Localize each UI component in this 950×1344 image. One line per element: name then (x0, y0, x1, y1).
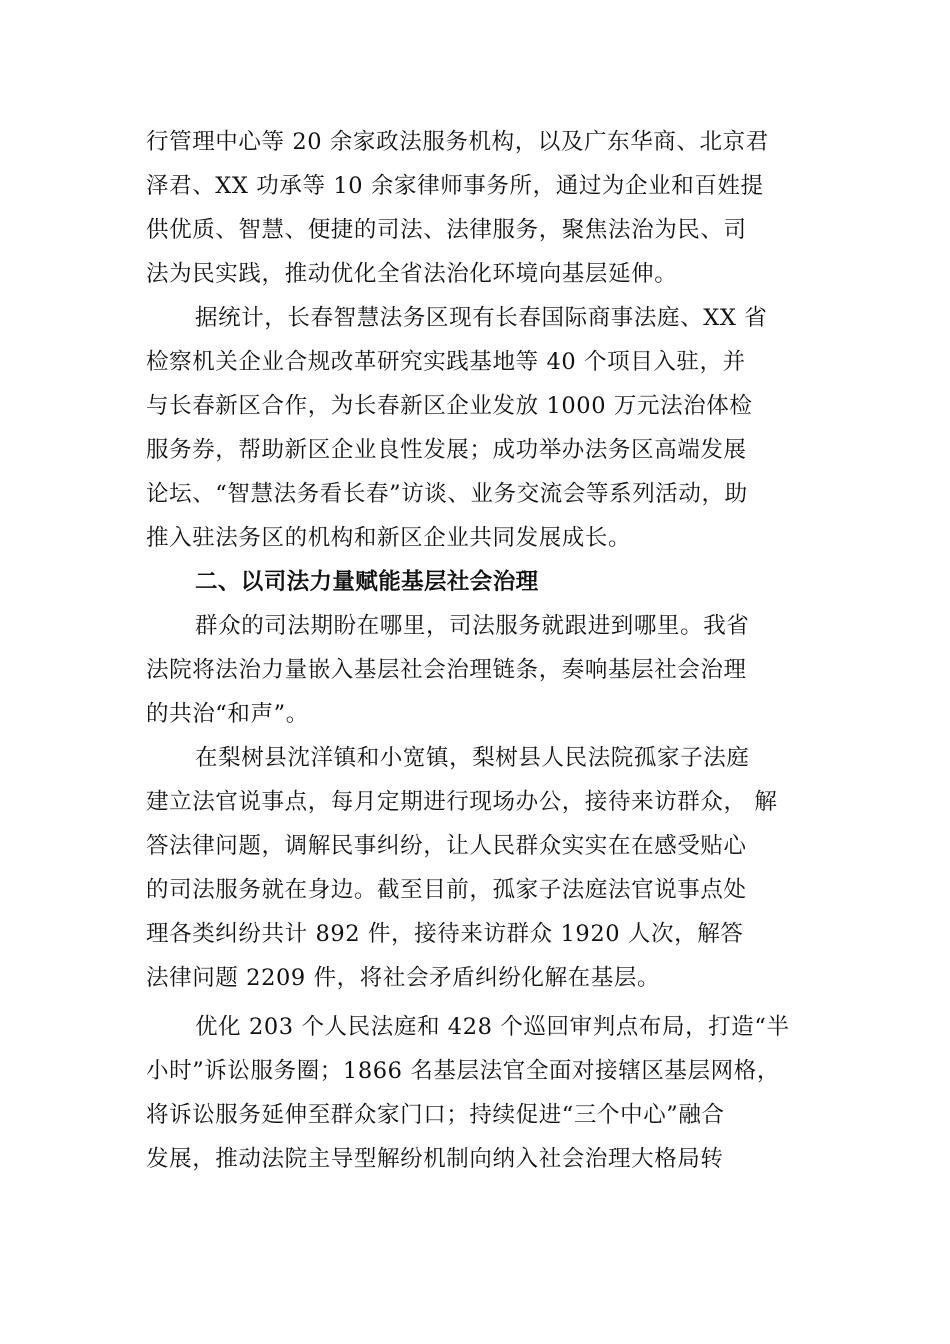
text-line: 推入驻法务区的机构和新区企业共同发展成长。 (146, 525, 632, 551)
text-line: 的司法服务就在身边。截至目前，孤家子法庭法官说事点处 (146, 877, 747, 903)
section-heading: 二、以司法力量赋能基层社会治理 (195, 569, 539, 595)
text-line: 法为民实践，推动优化全省法治化环境向基层延伸。 (146, 261, 678, 287)
document-body (146, 120, 806, 1181)
paragraph-first-line: 据统计，长春智慧法务区现有长春国际商事法庭、XX 省 (195, 305, 768, 331)
text-line: 泽君、XX 功承等 10 余家律师事务所，通过为企业和百姓提 (146, 173, 764, 199)
text-line: 理各类纠纷共计 892 件，接待来访群众 1920 人次，解答 (146, 921, 744, 947)
text-line: 发展，推动法院主导型解纷机制向纳入社会治理大格局转 (146, 1146, 724, 1172)
text-line: 法律问题 2209 件，将社会矛盾纠纷化解在基层。 (146, 965, 661, 991)
text-line: 法院将法治力量嵌入基层社会治理链条，奏响基层社会治理 (146, 657, 747, 683)
text-line: 小时”诉讼服务圈；1866 名基层法官全面对接辖区基层网格， (146, 1058, 780, 1084)
text-line: 服务券，帮助新区企业良性发展；成功举办法务区高端发展 (146, 437, 747, 463)
paragraph-first-line: 在梨树县沈洋镇和小宽镇，梨树县人民法院孤家子法庭 (195, 745, 750, 771)
text-line: 检察机关企业合规改革研究实践基地等 40 个项目入驻，并 (146, 349, 746, 375)
text-line: 供优质、智慧、便捷的司法、法律服务，聚焦法治为民、司 (146, 217, 747, 243)
text-line: 建立法官说事点，每月定期进行现场办公，接待来访群众， 解 (146, 789, 778, 815)
paragraph-first-line: 优化 203 个人民法庭和 428 个巡回审判点布局，打造“半 (195, 1014, 790, 1040)
text-line: 将诉讼服务延伸至群众家门口；持续促进“三个中心”融合 (146, 1102, 725, 1128)
text-line: 行管理中心等 20 余家政法服务机构，以及广东华商、北京君 (146, 129, 769, 155)
text-line: 答法律问题，调解民事纠纷，让人民群众实实在在感受贴心 (146, 833, 747, 859)
text-line: 的共治“和声”。 (146, 701, 309, 727)
text-line: 论坛、“智慧法务看长春”访谈、业务交流会等系列活动，助 (146, 481, 748, 507)
paragraph-first-line: 群众的司法期盼在哪里，司法服务就跟进到哪里。我省 (195, 613, 750, 639)
text-line: 与长春新区合作，为长春新区企业发放 1000 万元法治体检 (146, 393, 753, 419)
